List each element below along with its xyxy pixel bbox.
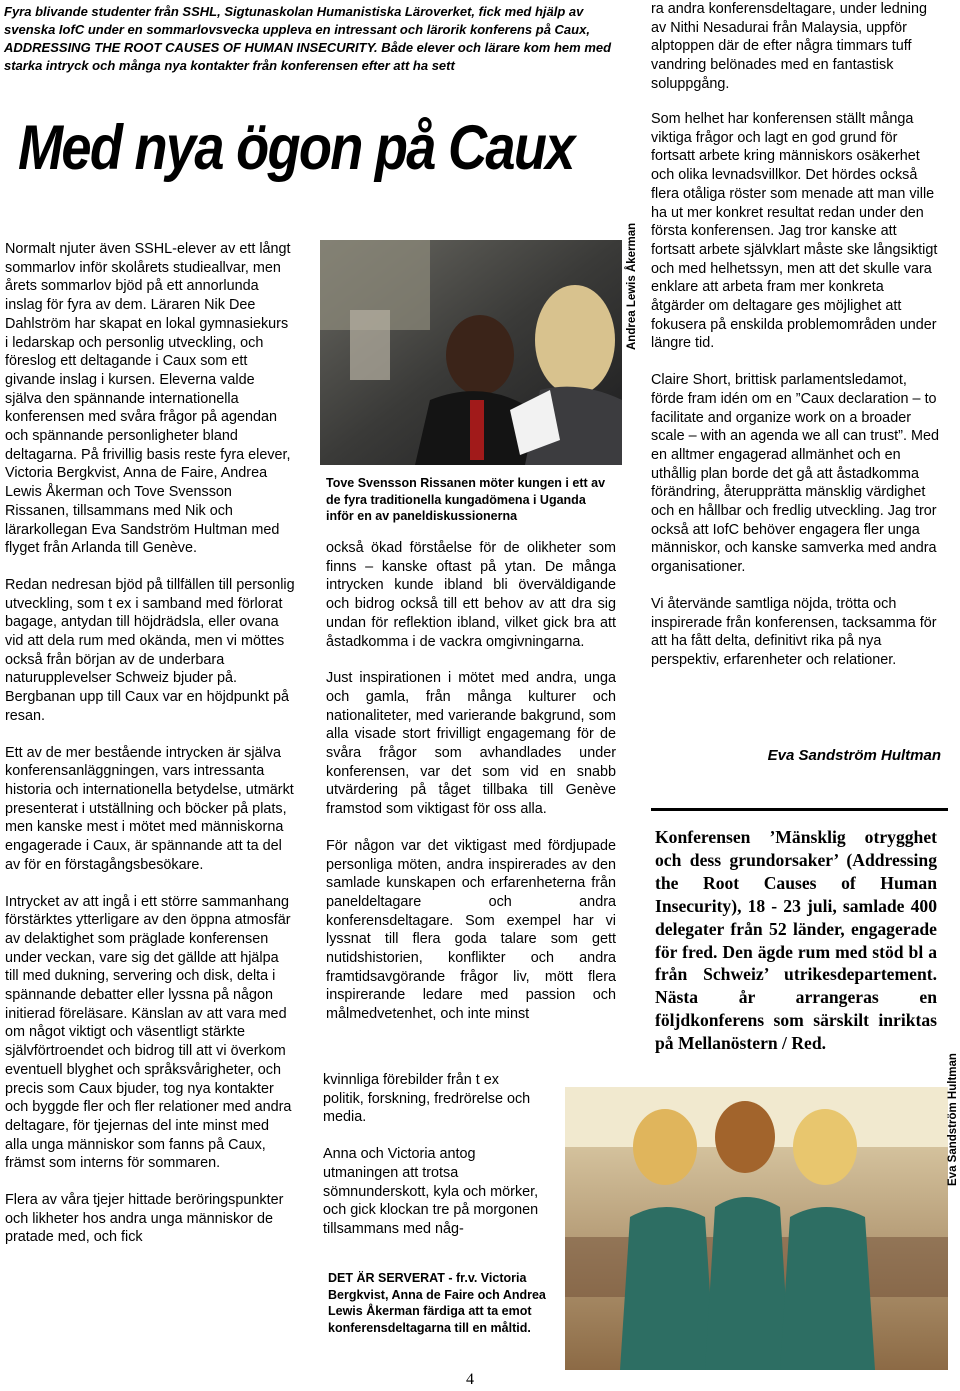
article-column-1 — [5, 240, 295, 1265]
paragraph: Just inspirationen i mötet med andra, unga och gamla, från många kulturer och nationaliteter, med varierande bakgrund, som alla visade stort frivilligt engagemang för de svåra frågor som avhandlades under konferensen, var det som vid en snabb utvärdering på tåget tillbaka till Genève framstod som viktigast för oss alla. — [326, 670, 616, 818]
author-signature: Eva Sandström Hultman — [767, 747, 941, 764]
paragraph: Normalt njuter även SSHL-elever av ett långt sommarlov inför skolårets studieallvar, men årets sommarlov bjöd på ett annorlunda inslag för fyra av dem. Läraren Nik Dee Dahlström har skapat en lokal gymnasiekurs i ledarskap och personlig utveckling, och föreslog ett deltagande i Caux som ett givande inslag i kursen. Eleverna valde själva den spännande internationella konferensen med svåra frågor på agendan och spännande personligheter bland deltagarna. På frivillig basis reste fyra elever, Victoria Bergkvist, Anna de Faire, Andrea Lewis Åkerman och Tove Svensson Rissanen, tillsammans med Nik och lärarkollegan Eva Sandström Hultman med flyget från Arlanda till Genève. — [5, 241, 291, 557]
conference-info-box: Konferensen ’Mänsklig otrygghet och dess grundorsaker’ (Addressing the Root Causes of Human Insecurity), 18 - 23 juli, samlade 400 delegater från 52 länder, engagerade för fred. Den ägde rum med stöd bl a från Schweiz’ utrikesdepartement. Nästa år arrangeras en följdkonferens som särskilt inriktas på Mellanöstern / Red. — [655, 827, 937, 1054]
paragraph: Ett av de mer bestående intrycken är själva konferensanläggningen, vars intressanta historia och internationella betydelse, utmärkt presenterat i utställning och böcker på plats, men kanske mest i mötet med människorna engagerade i Caux, är spännande att ta del av för en förstagångsbesökare. — [5, 744, 294, 873]
article-column-2-continued — [323, 1071, 541, 1257]
page-number: 4 — [466, 1371, 474, 1388]
photo-serving-girls — [565, 1087, 948, 1370]
paragraph: Vi återvände samtliga nöjda, trötta och inspirerade från konferensen, tacksamma för att ha fått delta, definitivt rika på nya perspektiv, erfarenheter och relationer. — [651, 595, 937, 668]
paragraph: Som helhet har konferensen ställt många viktiga frågor och lagt en god grund för fortsatt arbete kring människors osäkerhet och olika levnadsvillkor. Det hördes också flera otåliga röster som menade att man ville ha ut mer konkret resultat redan under den första konferensen. Jag tror kanske att fortsatt arbete självklart måste ske långsiktigt och med helhetssyn, men att det skulle vara enklare att arbeta fram mer konkreta åtgärder om deltagare ges möjlighet att fokusera på enskilda problemområden under längre tid. — [651, 111, 938, 352]
photo-credit: Eva Sandström Hultman — [947, 1053, 959, 1186]
article-column-3 — [651, 110, 941, 688]
paragraph: kvinnliga förebilder från t ex politik, forskning, fredrörelse och media. — [323, 1072, 531, 1126]
headline: Med nya ögon på Caux — [18, 113, 574, 183]
paragraph: Anna och Victoria antog utmaningen att trotsa sömnunderskott, kyla och mörker, och gick klockan tre på morgonen tillsammans med någ- — [323, 1146, 539, 1237]
photo-image — [565, 1087, 948, 1370]
article-column-2 — [326, 539, 616, 1042]
intro-text: Fyra blivande studenter från SSHL, Sigtunaskolan Humanistiska Läroverket, fick med hjälp av svenska IofC under en sommarlovsvecka uppleva en intressant och lärorik konferens på Caux, ADDRESSING THE ROOT CAUSES OF HUMAN INSECURITY. Både elever och lärare kom hem med starka intryck och många nya kontakter från konferensen efter att ha sett — [4, 4, 612, 73]
paragraph: Claire Short, brittisk parlamentsledamot, förde fram idén om en ”Caux declaration – to facilitate and organize work on a broader scale – with an agenda we all can trust”. Med en alltmer engagerad allmänhet och en uthållig plan borde det gå att åstadkomma förändring, återupprätta mänsklig värdighet och en hållbar och fredlig utveckling. Jag tror också att IofC behöver engagera fler unga människor, och kanske samverka med andra organisationer. — [651, 372, 939, 576]
divider — [651, 808, 948, 811]
paragraph: För någon var det viktigast med fördjupade personliga möten, andra inspirerades av den samlade kunskapen och erfarenheterna från paneldeltagare och andra konferensdeltagare. Som exempel har vi lyssnat till flera goda talare som gett nutidshistorien, konflikter och andra framtidsavgörande frågor liv, mött flera inspirerande ledare med passion och målmedvetenhet, och inte minst — [326, 837, 616, 1023]
paragraph: Intrycket av att ingå i ett större sammanhang förstärktes ytterligare av den öppna atmosfär av delaktighet som präglade konferensen under veckan, vare sig det gällde att hjälpa till med dukning, servering och disk, delta i spännande debatter eller lyssna på någon initierad föreläsare. Känslan av att vara med om något viktigt och väsentligt stärkte självförtroendet och bidrog till att vi överkom eventuell blyghet och språksvårigheter, och precis som Caux bjuder, tog nya kontakter och byggde fler och fler relationer med andra deltagare, för tjejernas del inte minst med alla unga människor som fanns på Caux, främst som interns för sommaren. — [5, 893, 292, 1172]
article-column-3-top: ra andra konferensdeltagare, under ledning av Nithi Nesadurai från Malaysia, uppför alptoppen där de efter några timmars tuff vandring belönades med en fantastisk soluppgång. — [651, 1, 928, 92]
photo-caption: DET ÄR SERVERAT - fr.v. Victoria Bergkvist, Anna de Faire och Andrea Lewis Åkerman färdiga att ta emot konferensdeltagarna till en måltid. — [328, 1271, 546, 1335]
paragraph: Redan nedresan bjöd på tillfällen till personlig utveckling, som t ex i samband med förlorat bagage, antydan till höjdrädsla, eller ovana vid att dela rum med okända, men vi möttes också från början av de underbara naturupplevelser Schweiz bjuder på. Bergbanan upp till Caux var en höjdpunkt på resan. — [5, 576, 295, 724]
paragraph: också ökad förståelse för de olikheter som finns – kanske oftast på ytan. De många intrycken kunde ibland bli överväldigande och bidrog också till ett behov av att dra sig undan för reflektion ibland, vilket gick bra att åstadkomma i de vackra omgivningarna. — [326, 540, 616, 650]
paragraph: Flera av våra tjejer hittade beröringspunkter och likheter hos andra unga människor de pratade med, och fick — [5, 1192, 284, 1246]
photo-king-meeting — [320, 240, 622, 465]
photo-image — [320, 240, 622, 465]
photo-caption: Tove Svensson Rissanen möter kungen i ett av de fyra traditionella kungadömena i Uganda inför en av paneldiskussionerna — [326, 476, 606, 523]
photo-credit: Andrea Lewis Åkerman — [626, 222, 638, 350]
